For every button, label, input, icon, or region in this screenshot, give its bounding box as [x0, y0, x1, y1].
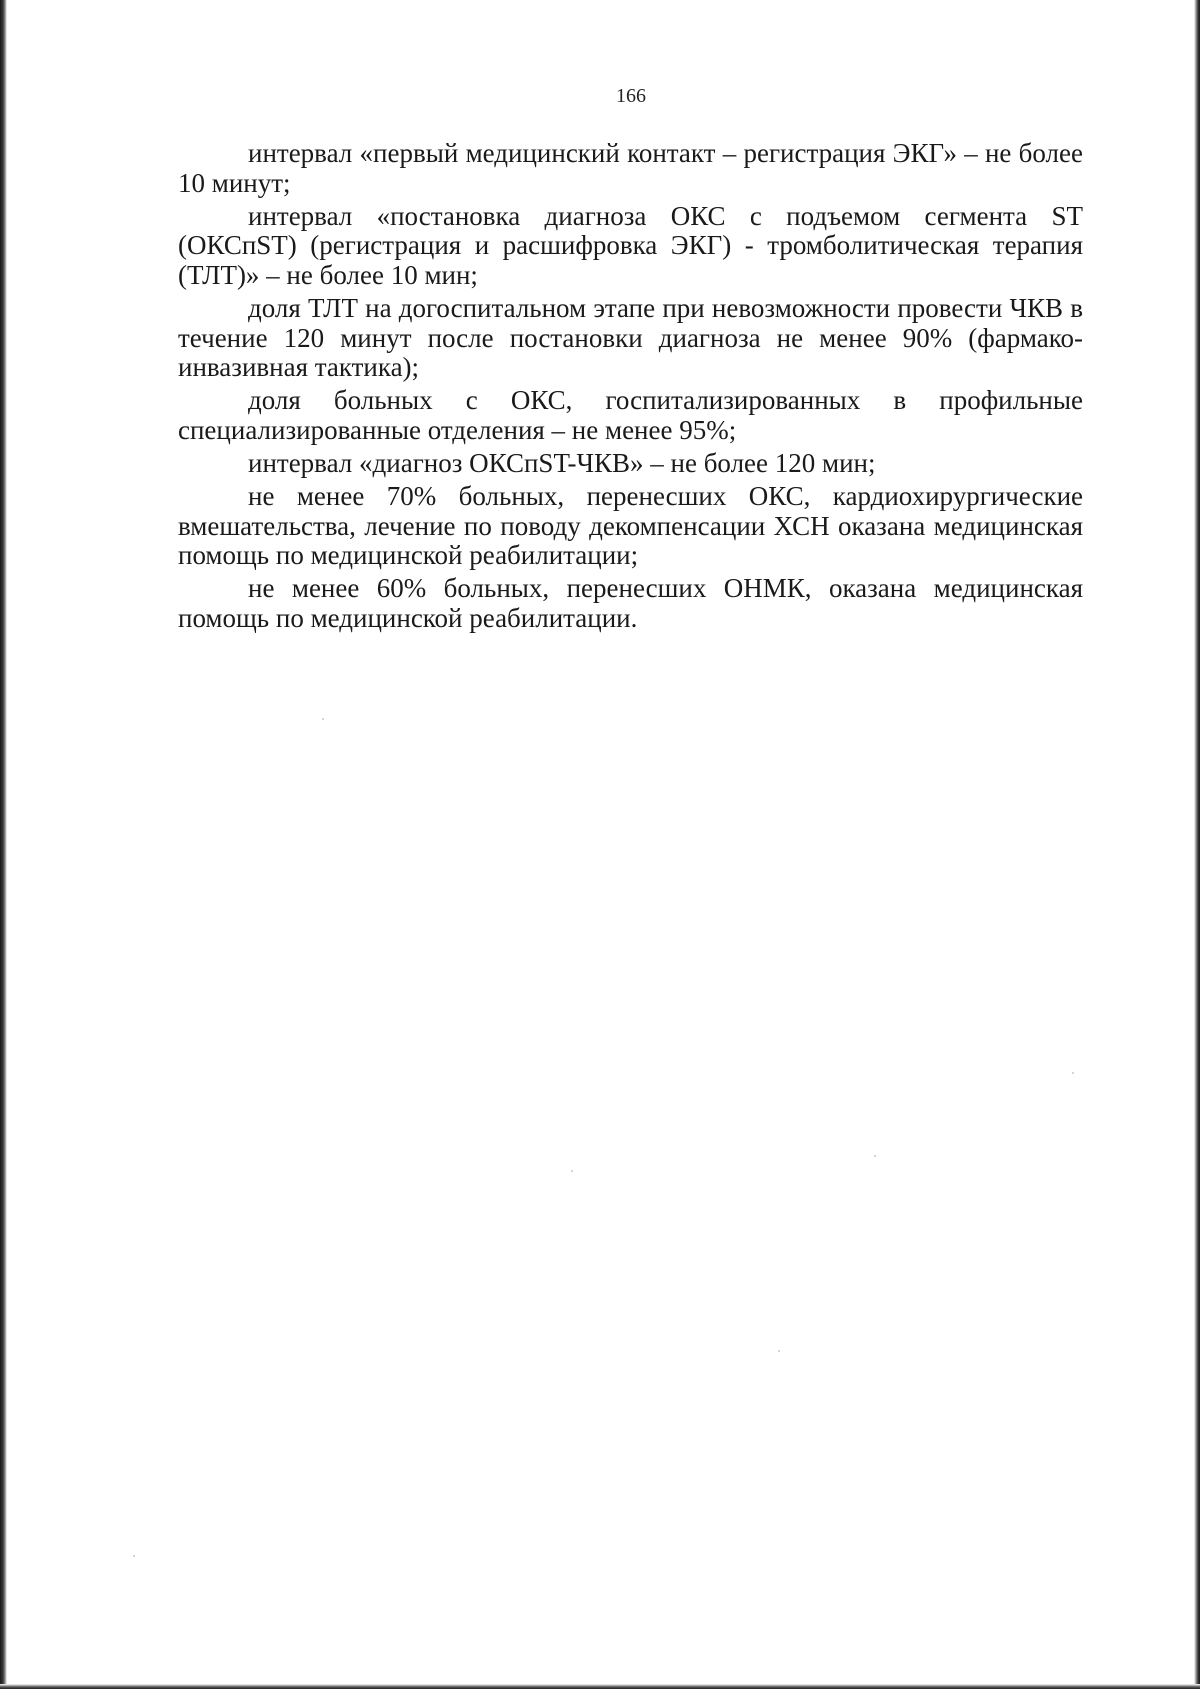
- scan-edge-right: [1194, 0, 1200, 1689]
- scan-speck: [778, 1350, 780, 1352]
- scan-speck: [571, 1170, 573, 1172]
- scan-speck: [1072, 1072, 1074, 1074]
- document-body: [178, 139, 1083, 637]
- scan-speck: [322, 718, 324, 720]
- scan-edge-bottom: [0, 1684, 1200, 1689]
- paragraph-cardio-rehabilitation: не менее 70% больных, перенесших ОКС, кардиохирургические вмешательства, лечение по поводу декомпенсации ХСН оказана медицинская помощь по медицинской реабилитации;: [178, 481, 1083, 571]
- paragraph-pci-interval: интервал «диагноз ОКСпST-ЧКВ» – не более 120 мин;: [248, 447, 876, 478]
- scan-speck: [874, 1155, 876, 1157]
- paragraph-thrombolysis-interval: интервал «постановка диагноза ОКС с подъемом сегмента ST (ОКСпST) (регистрация и расшифровка ЭКГ) - тромболитическая терапия (ТЛТ)» – не более 10 мин;: [178, 200, 1083, 290]
- page-number: 166: [616, 85, 646, 107]
- paragraph-prehospital-tlt-share: доля ТЛТ на догоспитальном этапе при невозможности провести ЧКВ в течение 120 минут после постановки диагноза не менее 90% (фармако-инвазивная тактика);: [178, 292, 1083, 383]
- scan-edge-left: [0, 0, 7, 1689]
- paragraph-hospitalized-share: доля больных с ОКС, госпитализированных в профильные специализированные отделения – не менее 95%;: [178, 385, 1083, 445]
- paragraph-ecg-interval: интервал «первый медицинский контакт – регистрация ЭКГ» – не более 10 минут;: [178, 138, 1083, 198]
- paragraph-stroke-rehabilitation: не менее 60% больных, перенесших ОНМК, оказана медицинская помощь по медицинской реабилитации.: [178, 573, 1083, 633]
- scan-speck: [133, 1555, 135, 1557]
